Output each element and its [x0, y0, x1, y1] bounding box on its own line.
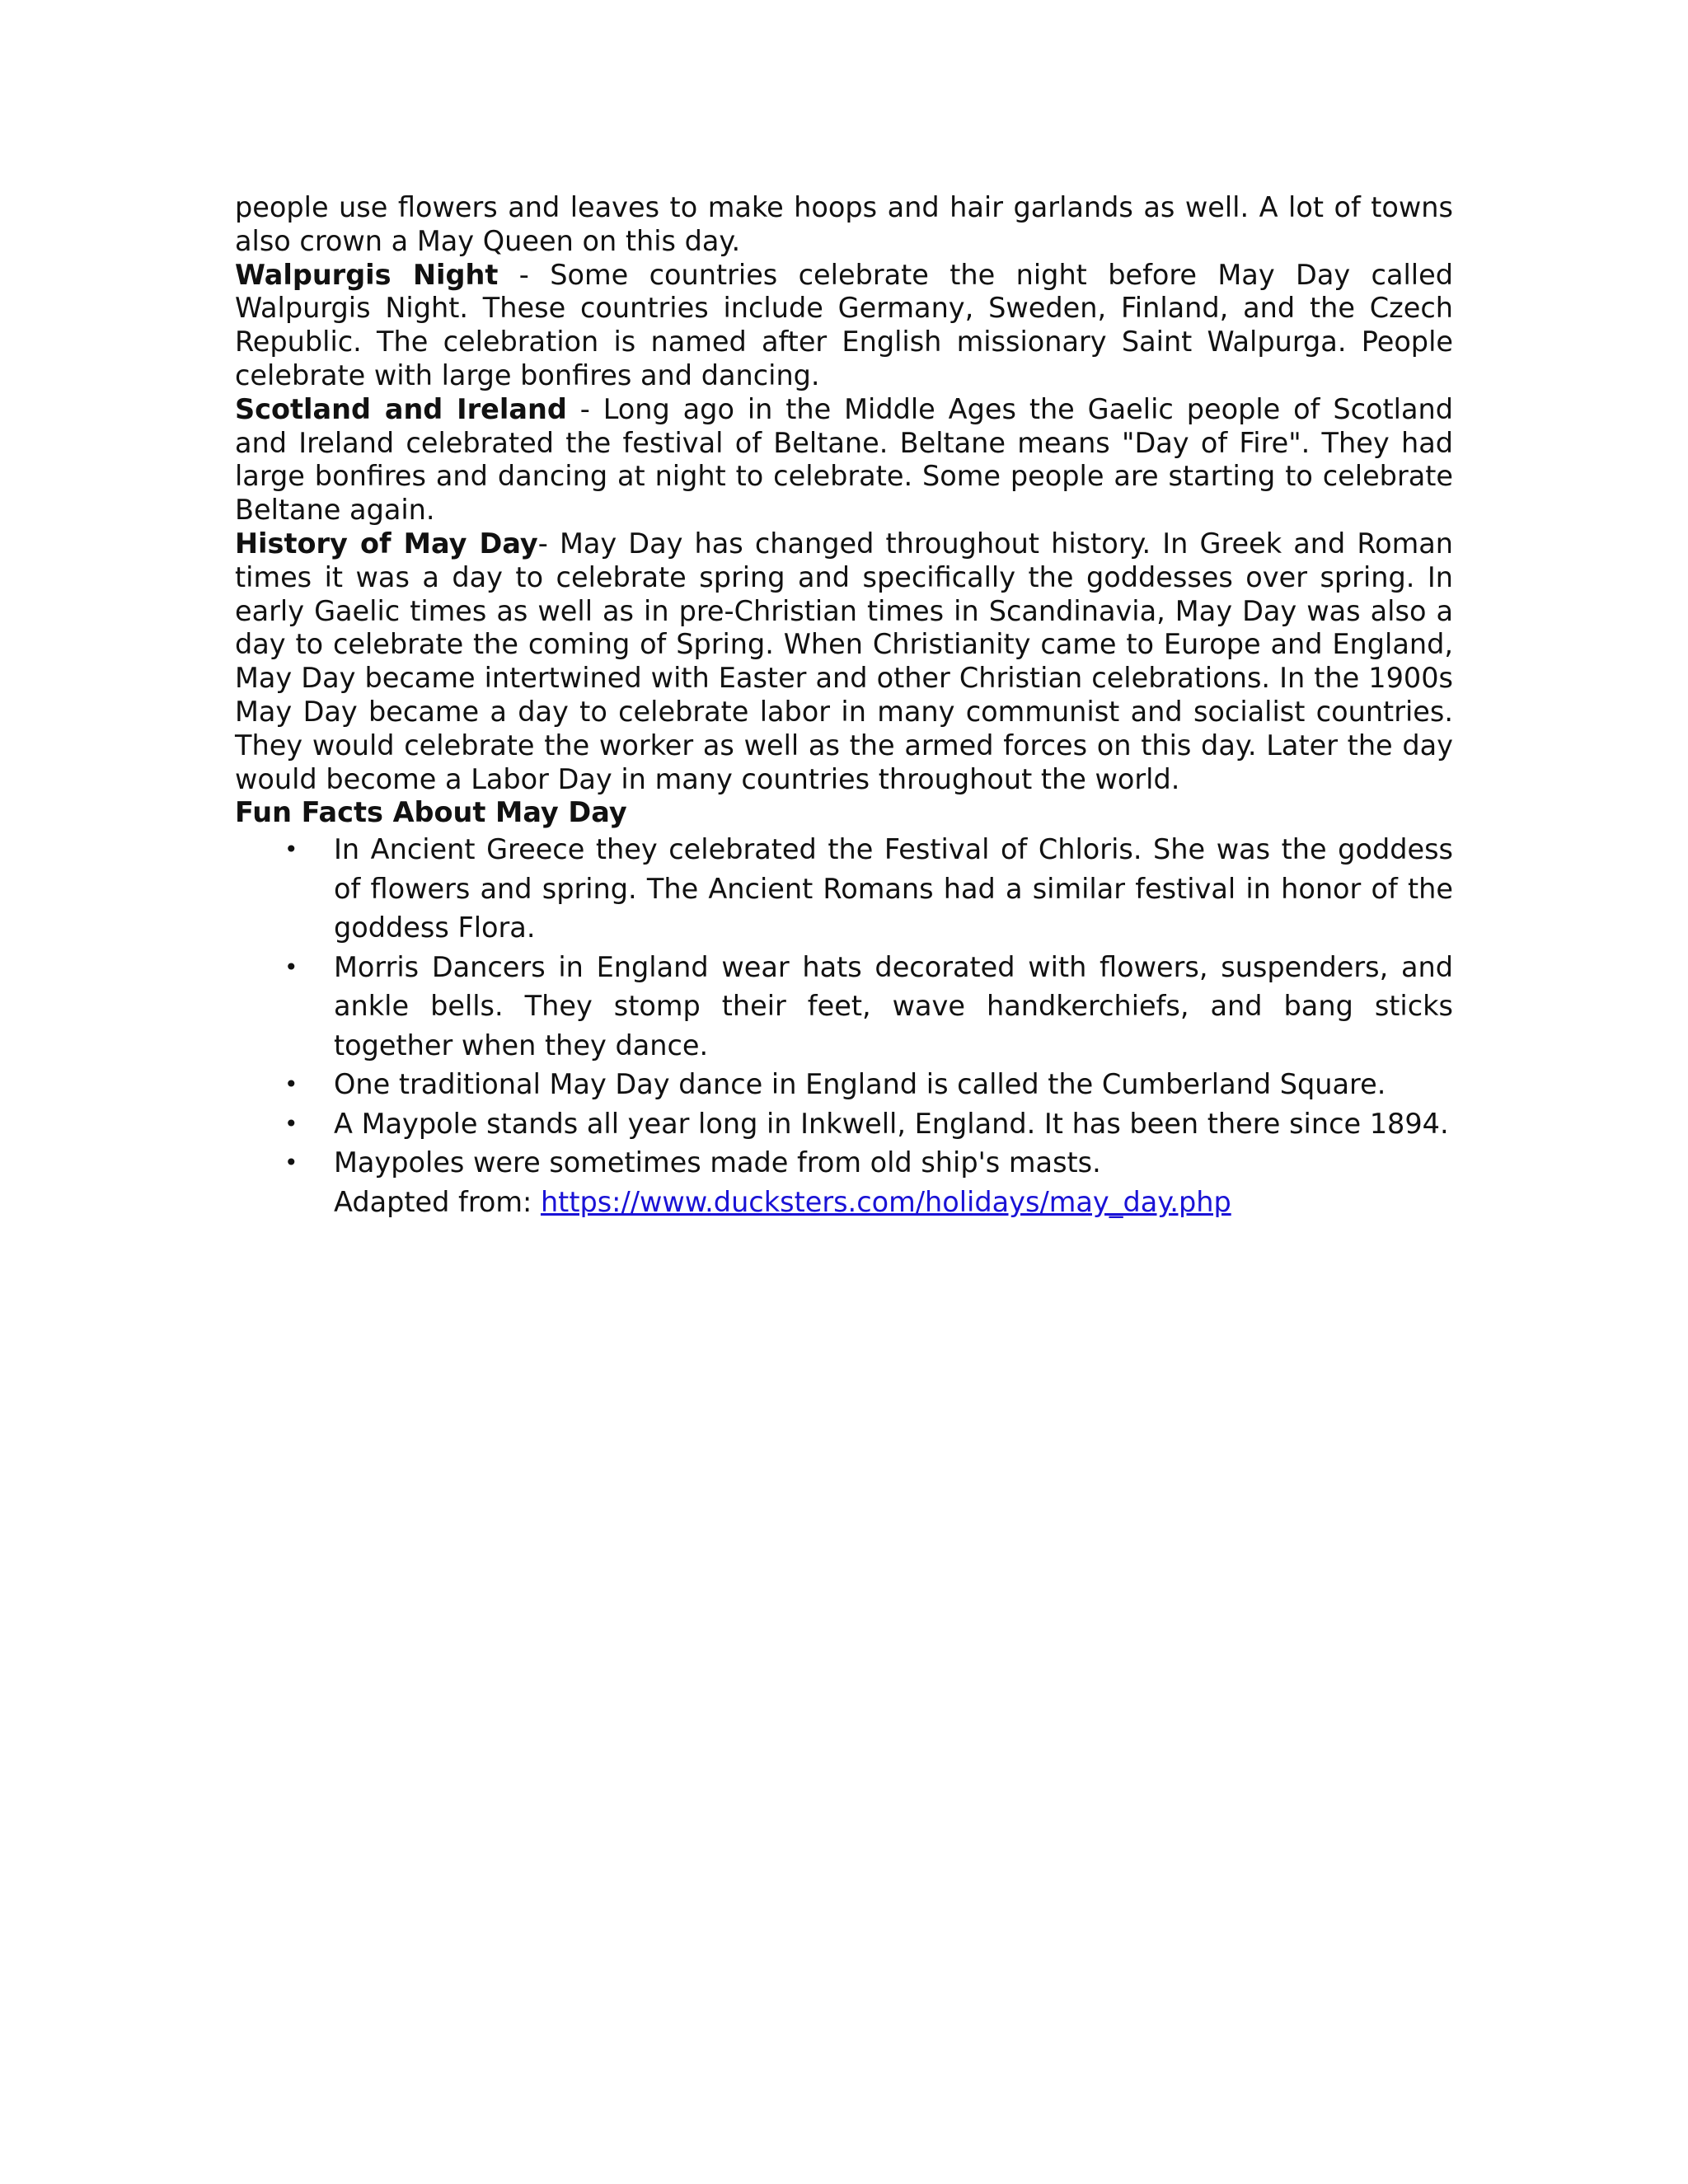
- list-item-text: Morris Dancers in England wear hats decorated with flowers, suspenders, and ankle bells. They stomp their feet, wave handkerchiefs, and bang sticks together when they dance.: [334, 950, 1453, 1062]
- bullet-icon: •: [284, 1071, 298, 1099]
- section-scotland-and-ireland: [235, 393, 1453, 527]
- bullet-icon: •: [284, 1109, 298, 1137]
- section-walpurgis-night: [235, 259, 1453, 393]
- list-item: [235, 1104, 1453, 1144]
- list-item-text: In Ancient Greece they celebrated the Festival of Chloris. She was the goddess of flowers and spring. The Ancient Romans had a similar festival in honor of the goddess Flora.: [334, 833, 1453, 944]
- document-page: [235, 191, 1453, 1221]
- fun-facts-list: [235, 830, 1453, 1183]
- bullet-icon: •: [284, 836, 298, 864]
- section-text: Some countries celebrate the night before May Day called Walpurgis Night. These countries include Germany, Sweden, Finland, and the Czech Republic. The celebration is named after English missionary Saint Walpurga. People celebrate with large bonfires and dancing.: [235, 258, 1453, 391]
- list-item: [235, 948, 1453, 1066]
- list-item: [235, 1065, 1453, 1104]
- section-separator: -: [498, 258, 551, 291]
- section-title: Walpurgis Night: [235, 258, 499, 291]
- source-label: Adapted from:: [334, 1185, 541, 1218]
- bullet-icon: •: [284, 1149, 298, 1177]
- fun-facts-heading: Fun Facts About May Day: [235, 796, 627, 829]
- bullet-icon: •: [284, 953, 298, 981]
- list-item-text: Maypoles were sometimes made from old ship's masts.: [334, 1146, 1101, 1179]
- list-item-text: A Maypole stands all year long in Inkwell, England. It has been there since 1894.: [334, 1107, 1449, 1140]
- source-link[interactable]: https://www.ducksters.com/holidays/may_day.php: [540, 1185, 1231, 1218]
- section-history-of-may-day: [235, 527, 1453, 796]
- section-title: Scotland and Ireland: [235, 392, 567, 425]
- section-separator: -: [566, 392, 603, 425]
- section-separator: -: [537, 527, 560, 560]
- source-line: [235, 1183, 1453, 1222]
- section-text: Long ago in the Middle Ages the Gaelic people of Scotland and Ireland celebrated the festival of Beltane. Beltane means "Day of Fire". They had large bonfires and dancing at night to celebrate. Some people are starting to celebrate Beltane again.: [235, 392, 1453, 527]
- list-item: [235, 830, 1453, 948]
- intro-paragraph: people use flowers and leaves to make hoops and hair garlands as well. A lot of towns also crown a May Queen on this day.: [235, 191, 1453, 257]
- section-text: May Day has changed throughout history. In Greek and Roman times it was a day to celebrate spring and specifically the goddesses over spring. In early Gaelic times as well as in pre-Christian times in Scandinavia, May Day was also a day to celebrate the coming of Spring. When Christianity came to Europe and England, May Day became intertwined with Easter and other Christian celebrations. In the 1900s May Day became a day to celebrate labor in many communist and socialist countries. They would celebrate the worker as well as the armed forces on this day. Later the day would become a Labor Day in many countries throughout the world.: [235, 527, 1453, 795]
- list-item-text: One traditional May Day dance in England is called the Cumberland Square.: [334, 1068, 1386, 1101]
- list-item: [235, 1143, 1453, 1183]
- section-title: History of May Day: [235, 527, 538, 560]
